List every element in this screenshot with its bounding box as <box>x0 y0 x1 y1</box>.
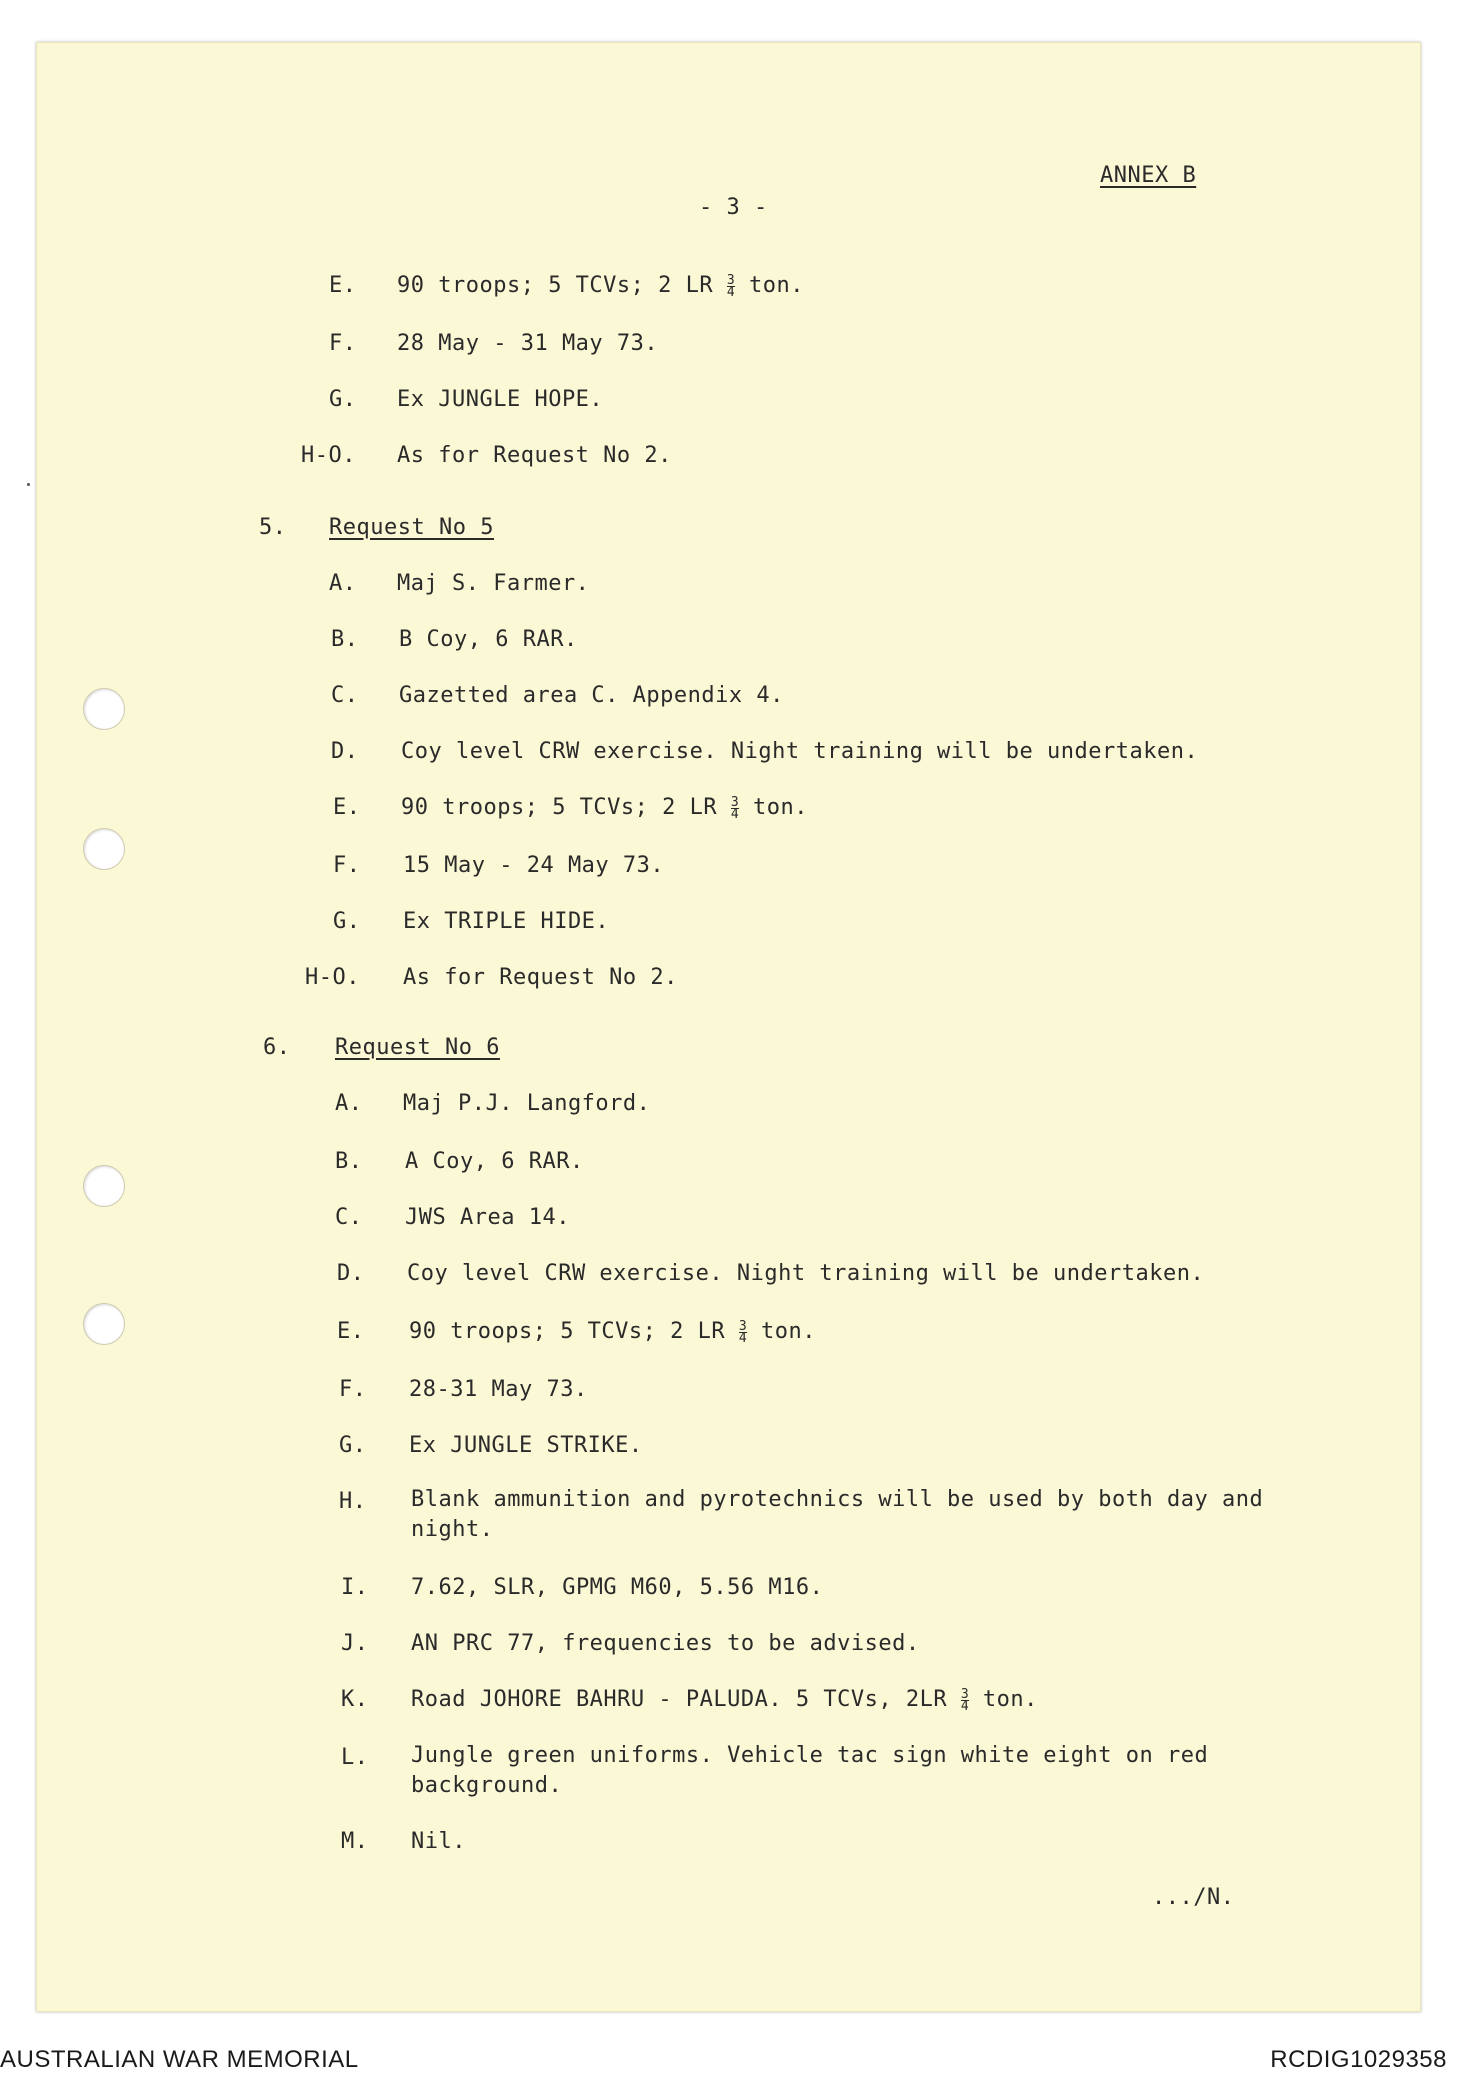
item-key: C. <box>335 1205 363 1230</box>
item-value: Jungle green uniforms. Vehicle tac sign white eight on red background. <box>411 1743 1209 1798</box>
paragraph-number: 6. <box>263 1035 291 1060</box>
fraction-three-quarters: $\frac{3}{4}$ <box>960 1687 970 1714</box>
archive-credit: AUSTRALIAN WAR MEMORIAL <box>0 2046 359 2073</box>
item-value: Maj S. Farmer. <box>397 571 590 596</box>
item-key: B. <box>331 627 359 652</box>
item-value: JWS Area 14. <box>405 1205 570 1230</box>
item-value: Blank ammunition and pyrotechnics will be used by both day and night. <box>411 1487 1264 1542</box>
item-key: H-O. <box>301 443 356 468</box>
paragraph-number: 5. <box>259 515 287 540</box>
punch-hole <box>83 1165 125 1207</box>
item-key: G. <box>339 1433 367 1458</box>
item-key: M. <box>341 1829 369 1854</box>
item-value: 90 troops; 5 TCVs; 2 LR $\frac{3}{4}$ ton. <box>409 1319 816 1346</box>
item-key: D. <box>331 739 359 764</box>
item-value: Coy level CRW exercise. Night training will be undertaken. <box>401 739 1199 764</box>
item-key: C. <box>331 683 359 708</box>
item-value: Road JOHORE BAHRU - PALUDA. 5 TCVs, 2LR $\frac{3}{4}$ ton. <box>411 1687 1038 1714</box>
item-key: F. <box>339 1377 367 1402</box>
item-value: Ex JUNGLE HOPE. <box>397 387 604 412</box>
item-value: 15 May - 24 May 73. <box>403 853 665 878</box>
item-value: 90 troops; 5 TCVs; 2 LR $\frac{3}{4}$ ton. <box>397 273 804 300</box>
item-key: F. <box>333 853 361 878</box>
item-value: B Coy, 6 RAR. <box>399 627 578 652</box>
request-heading: Request No 5 <box>329 515 494 540</box>
document-page <box>36 42 1421 2012</box>
item-key: F. <box>329 331 357 356</box>
fraction-three-quarters: $\frac{3}{4}$ <box>738 1319 748 1346</box>
item-key: H-O. <box>305 965 360 990</box>
page-number: - 3 - <box>699 195 768 220</box>
item-key: G. <box>333 909 361 934</box>
item-value: AN PRC 77, frequencies to be advised. <box>411 1631 920 1656</box>
item-key: I. <box>341 1575 369 1600</box>
item-value: Coy level CRW exercise. Night training will be undertaken. <box>407 1261 1205 1286</box>
item-key: L. <box>341 1745 369 1770</box>
item-value: Nil. <box>411 1829 466 1854</box>
item-key: D. <box>337 1261 365 1286</box>
punch-hole <box>83 688 125 730</box>
item-key: G. <box>329 387 357 412</box>
item-value: 90 troops; 5 TCVs; 2 LR $\frac{3}{4}$ ton. <box>401 795 808 822</box>
item-value: Maj P.J. Langford. <box>403 1091 651 1116</box>
item-key: E. <box>329 273 357 298</box>
item-value: 7.62, SLR, GPMG M60, 5.56 M16. <box>411 1575 824 1600</box>
fraction-three-quarters: $\frac{3}{4}$ <box>726 273 736 300</box>
item-value: 28-31 May 73. <box>409 1377 588 1402</box>
item-key: H. <box>339 1489 367 1514</box>
item-key: J. <box>341 1631 369 1656</box>
item-value: 28 May - 31 May 73. <box>397 331 659 356</box>
fraction-three-quarters: $\frac{3}{4}$ <box>730 795 740 822</box>
item-key: B. <box>335 1149 363 1174</box>
punch-hole <box>83 828 125 870</box>
archive-reference: RCDIG1029358 <box>1270 2046 1447 2073</box>
item-value: A Coy, 6 RAR. <box>405 1149 584 1174</box>
item-key: A. <box>329 571 357 596</box>
annex-label: ANNEX B <box>1100 163 1197 188</box>
punch-hole <box>83 1303 125 1345</box>
continuation-marker: .../N. <box>1152 1885 1235 1910</box>
request-heading: Request No 6 <box>335 1035 500 1060</box>
item-value: Gazetted area C. Appendix 4. <box>399 683 784 708</box>
item-key: K. <box>341 1687 369 1712</box>
paper-speck <box>27 483 30 486</box>
item-value: As for Request No 2. <box>403 965 678 990</box>
item-key: E. <box>333 795 361 820</box>
item-value: Ex JUNGLE STRIKE. <box>409 1433 643 1458</box>
item-key: A. <box>335 1091 363 1116</box>
item-value: As for Request No 2. <box>397 443 672 468</box>
item-key: E. <box>337 1319 365 1344</box>
item-value: Ex TRIPLE HIDE. <box>403 909 610 934</box>
